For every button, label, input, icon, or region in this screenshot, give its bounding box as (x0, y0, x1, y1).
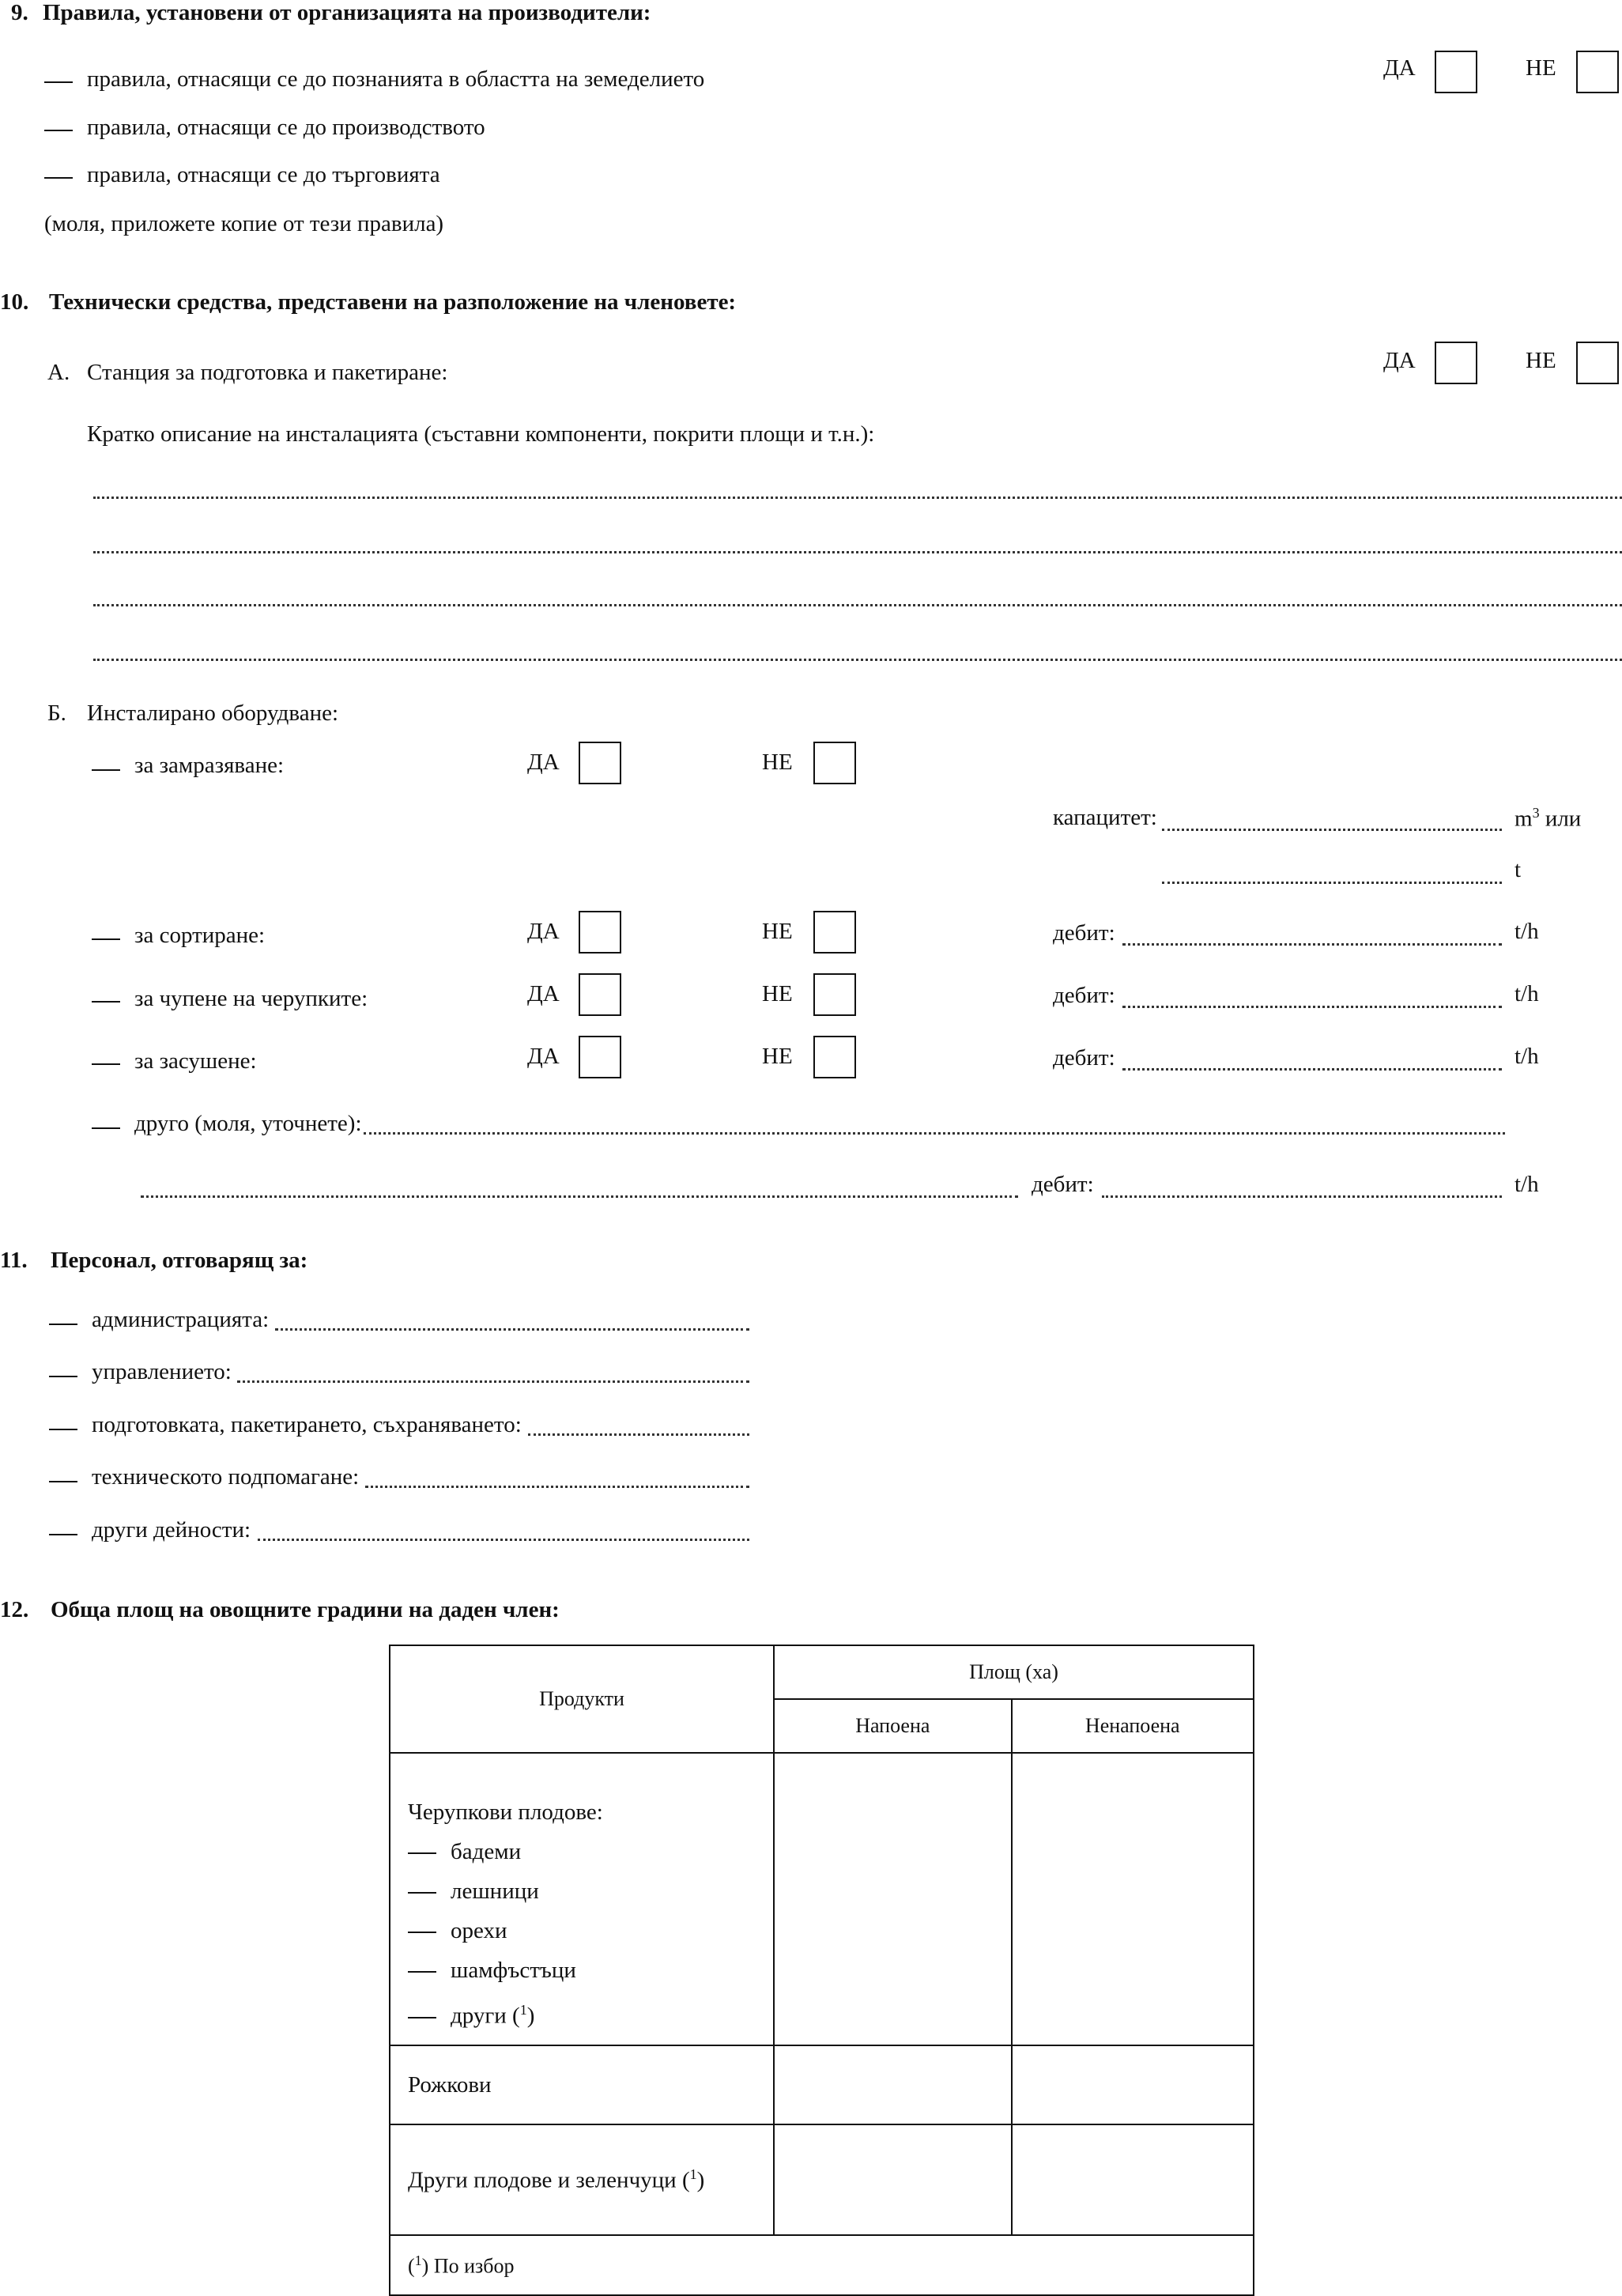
nuts-cell (390, 1753, 774, 2045)
shelling-yes-checkbox[interactable] (579, 973, 621, 1016)
capacity-m3-unit: $m^3$ или (1514, 805, 1582, 832)
dash-marker (92, 769, 120, 771)
staff-management-field[interactable] (237, 1380, 749, 1383)
staff-packing-label: подготовката, пакетирането, съхраняването: (92, 1412, 522, 1437)
capacity-t-field[interactable] (1162, 882, 1502, 884)
header-area: Площ (ха) (774, 1645, 1254, 1699)
other-fruits-cell: Други плодове и зеленчуци ($^1$) (390, 2124, 774, 2235)
s10-a-letter: А. (47, 360, 70, 385)
description-line-1[interactable] (93, 497, 1622, 499)
drying-debit-unit: t/h (1514, 1044, 1539, 1069)
shelling-yes-label: ДА (527, 981, 560, 1006)
dash-marker (49, 1429, 77, 1430)
nut-hazelnuts: лешници (451, 1879, 539, 1904)
section-11-number: 11. (0, 1248, 28, 1273)
shelling-debit-unit: t/h (1514, 981, 1539, 1006)
shelling-no-label: НЕ (762, 981, 793, 1006)
header-irrigated: Напоена (774, 1699, 1011, 1753)
nuts-irrigated-cell[interactable] (774, 1753, 1011, 2045)
freeze-yes-checkbox[interactable] (579, 742, 621, 784)
drying-label: за засушене: (134, 1048, 257, 1074)
dash-marker (44, 177, 73, 179)
shelling-no-checkbox[interactable] (813, 973, 856, 1016)
s10-a-yes-checkbox[interactable] (1435, 342, 1477, 384)
staff-technical-field[interactable] (365, 1486, 749, 1488)
s10-b-letter: Б. (47, 701, 66, 726)
description-line-3[interactable] (93, 604, 1622, 606)
sorting-no-checkbox[interactable] (813, 911, 856, 954)
dash-marker (92, 1001, 120, 1003)
footnote-ref: 1 (519, 2002, 527, 2018)
list-item (408, 1871, 773, 1911)
list-item (408, 1950, 773, 1990)
shelling-debit-field[interactable] (1122, 1006, 1502, 1008)
drying-debit-label: дебит: (1053, 1045, 1115, 1071)
s9-item-production: правила, отнасящи се до производството (87, 115, 485, 140)
staff-management-label: управлението: (92, 1359, 232, 1384)
staff-packing-field[interactable] (528, 1433, 749, 1436)
s9-no-label: НЕ (1526, 55, 1556, 81)
footnote-ref: 1 (689, 2166, 697, 2182)
capacity-m3-field[interactable] (1162, 829, 1502, 831)
table-footnote: ($^1$) По избор (390, 2235, 1254, 2295)
capacity-label: капацитет: (1053, 805, 1157, 830)
sorting-debit-label: дебит: (1053, 920, 1115, 946)
other-fruits-irrigated-cell[interactable] (774, 2124, 1011, 2235)
s10-b-label: Инсталирано оборудване: (87, 701, 339, 726)
section-9-number: 9. (11, 0, 28, 25)
description-line-4[interactable] (93, 659, 1622, 661)
section-12-number: 12. (0, 1597, 29, 1622)
s9-yes-checkbox[interactable] (1435, 51, 1477, 93)
carob-label: Рожкови (390, 2045, 774, 2124)
dash-marker (92, 1127, 120, 1129)
list-item: други ($^1$) (408, 1990, 773, 2030)
dash-marker (44, 81, 73, 83)
freeze-yes-label: ДА (527, 750, 560, 775)
staff-administration-field[interactable] (275, 1328, 749, 1331)
shelling-label: за чупене на черупките: (134, 986, 368, 1011)
dash-marker (49, 1481, 77, 1482)
staff-other-label: други дейности: (92, 1517, 251, 1543)
nuts-non-irrigated-cell[interactable] (1012, 1753, 1254, 2045)
s9-item-trade: правила, отнасящи се до търговията (87, 162, 440, 187)
drying-no-label: НЕ (762, 1044, 793, 1069)
sorting-yes-label: ДА (527, 919, 560, 944)
s9-yes-label: ДА (1383, 55, 1416, 81)
other-fruits-non-irrigated-cell[interactable] (1012, 2124, 1254, 2235)
dash-marker (92, 1063, 120, 1065)
description-line-2[interactable] (93, 551, 1622, 553)
nuts-title: Черупкови плодове: (408, 1799, 603, 1825)
drying-debit-field[interactable] (1122, 1068, 1502, 1071)
other-debit-unit: t/h (1514, 1172, 1539, 1197)
section-10-title: Технически средства, представени на разположение на членовете: (49, 289, 737, 315)
other-fruits-label: Други плодове и зеленчуци (408, 2167, 677, 2193)
other-equipment-field-2[interactable] (141, 1195, 1018, 1198)
orchard-area-table (389, 1645, 1254, 2296)
freeze-no-checkbox[interactable] (813, 742, 856, 784)
carob-non-irrigated-cell[interactable] (1012, 2045, 1254, 2124)
list-item (408, 1911, 773, 1950)
nut-walnuts: орехи (451, 1918, 507, 1943)
section-9-title: Правила, установени от организацията на производители: (43, 0, 651, 25)
freeze-label: за замразяване: (134, 753, 285, 778)
nut-almonds: бадеми (451, 1839, 522, 1864)
drying-yes-checkbox[interactable] (579, 1036, 621, 1078)
s10-a-label: Станция за подготовка и пакетиране: (87, 360, 448, 385)
dash-marker (44, 130, 73, 131)
dash-marker (92, 938, 120, 940)
nut-pistachios: шамфъстъци (451, 1958, 576, 1983)
sorting-debit-unit: t/h (1514, 919, 1539, 944)
drying-no-checkbox[interactable] (813, 1036, 856, 1078)
staff-technical-label: техническото подпомагане: (92, 1464, 360, 1490)
sorting-yes-checkbox[interactable] (579, 911, 621, 954)
s9-item-knowledge: правила, отнасящи се до познанията в областта на земеделието (87, 66, 705, 92)
sorting-label: за сортиране: (134, 923, 266, 948)
s10-a-yes-label: ДА (1383, 348, 1416, 373)
staff-other-field[interactable] (258, 1539, 749, 1541)
other-equipment-field[interactable] (364, 1132, 1505, 1135)
section-10-number: 10. (0, 289, 29, 315)
list-item (408, 1832, 773, 1871)
header-products: Продукти (390, 1645, 774, 1753)
carob-irrigated-cell[interactable] (774, 2045, 1011, 2124)
capacity-t-unit: t (1514, 857, 1522, 882)
s9-no-checkbox[interactable] (1576, 51, 1619, 93)
header-non-irrigated: Ненапоена (1012, 1699, 1254, 1753)
other-debit-field[interactable] (1102, 1195, 1502, 1198)
s10-a-no-label: НЕ (1526, 348, 1556, 373)
section-11-title: Персонал, отговарящ за: (51, 1248, 308, 1273)
dash-marker (49, 1376, 77, 1377)
freeze-no-label: НЕ (762, 750, 793, 775)
other-debit-label: дебит: (1032, 1172, 1094, 1197)
drying-yes-label: ДА (527, 1044, 560, 1069)
dash-marker (49, 1324, 77, 1325)
sorting-no-label: НЕ (762, 919, 793, 944)
dash-marker (49, 1534, 77, 1535)
shelling-debit-label: дебит: (1053, 983, 1115, 1008)
s10-a-no-checkbox[interactable] (1576, 342, 1619, 384)
section-12-title: Обща площ на овощните градини на даден член: (51, 1597, 560, 1622)
sorting-debit-field[interactable] (1122, 943, 1502, 946)
nut-other: други (451, 2003, 507, 2029)
staff-administration-label: администрацията: (92, 1307, 270, 1332)
other-equipment-label: друго (моля, уточнете): (134, 1111, 362, 1136)
s10-a-description-label: Кратко описание на инсталацията (съставни компоненти, покрити площи и т.н.): (87, 421, 875, 447)
s9-note: (моля, приложете копие от тези правила) (44, 211, 444, 236)
